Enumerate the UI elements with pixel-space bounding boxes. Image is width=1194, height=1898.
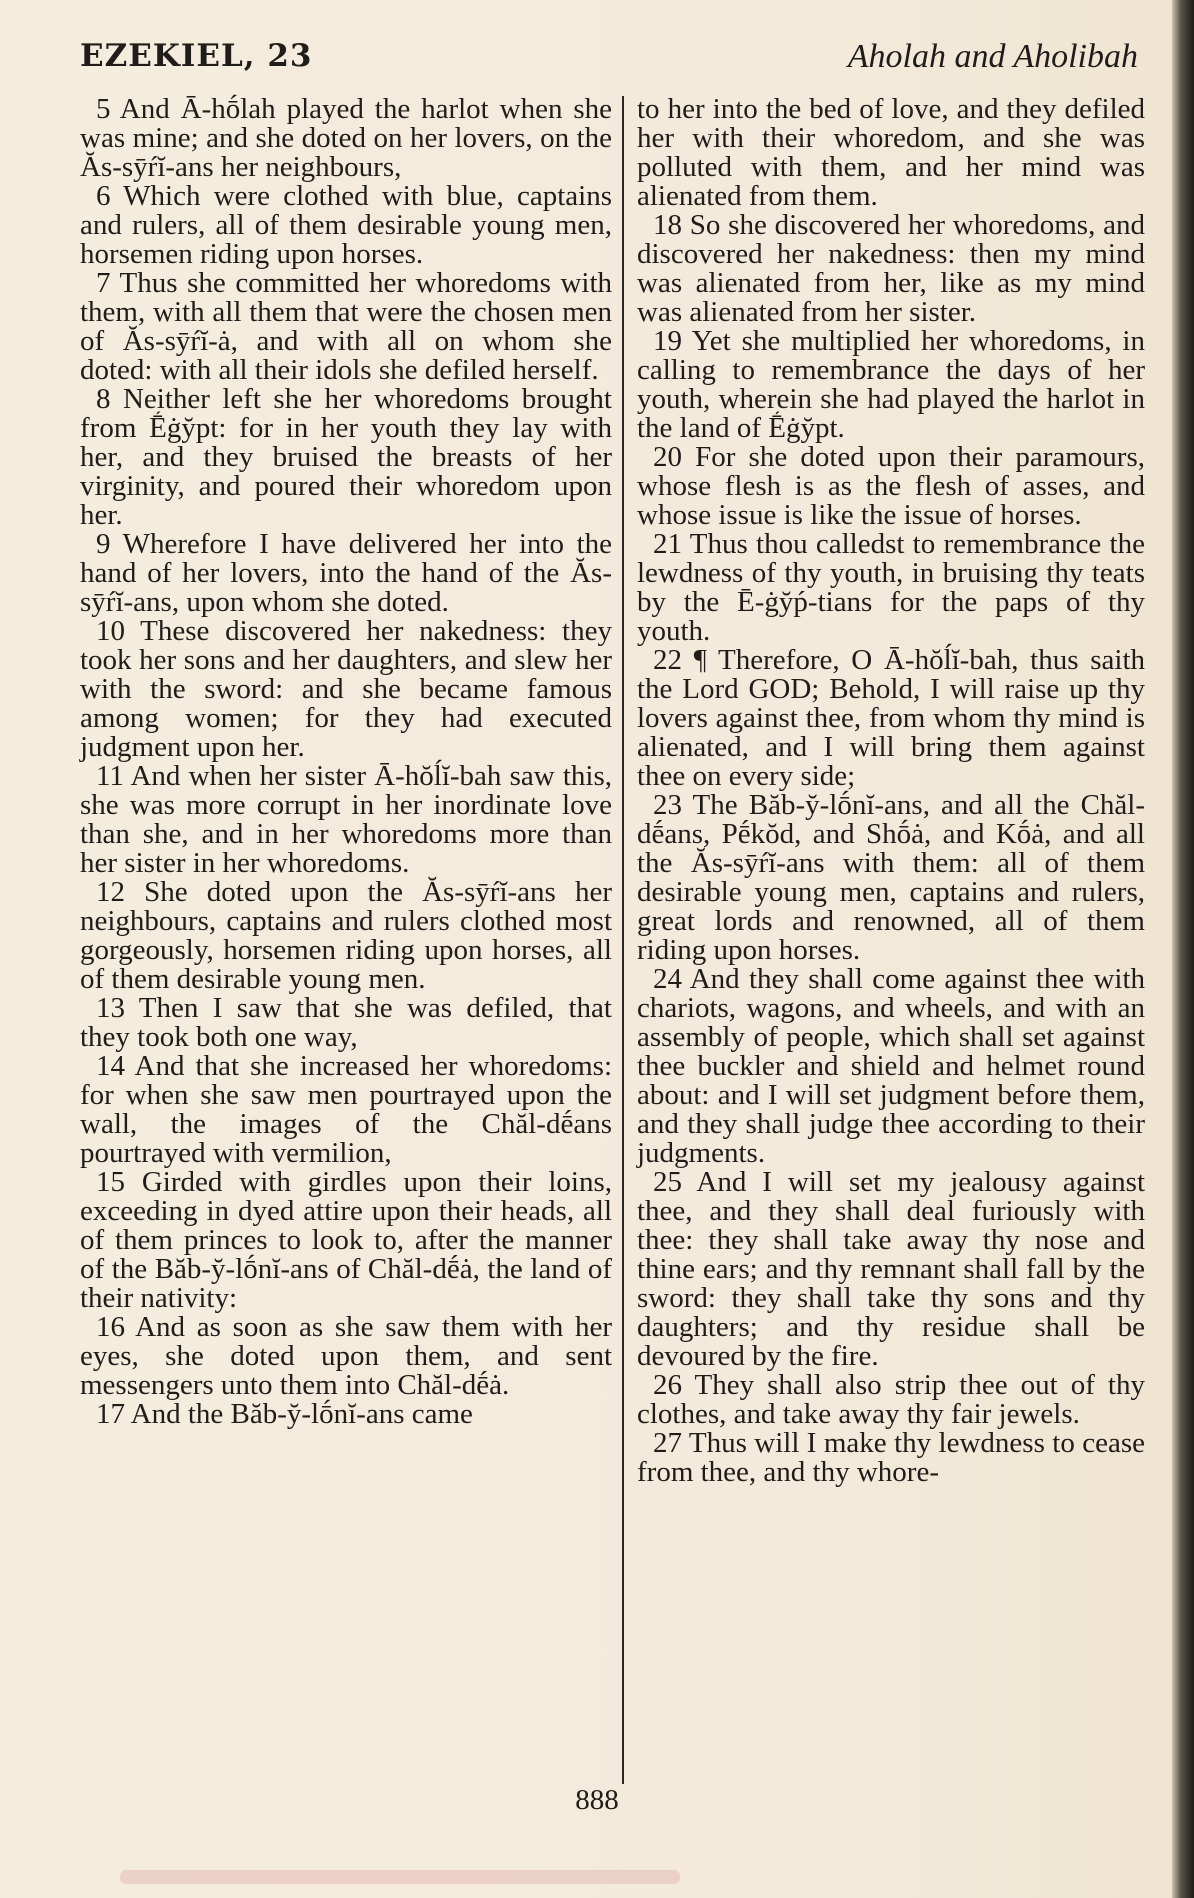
verse: 26 They shall also strip thee out of thy clothes, and take away thy fair jewels.	[637, 1369, 1145, 1430]
page-number: 888	[575, 1784, 619, 1816]
verse: 14 And that she increased her whoredoms: for when she saw men pourtrayed upon the wall, the images of the Chăl-dḗans pourtrayed with vermilion,	[80, 1050, 612, 1169]
verse: 24 And they shall come against thee with chariots, wagons, and wheels, and with an assembly of people, which shall set against thee buckler and shield and helmet round about: and I will set judgment before them, and they shall judge thee according to their judgments.	[637, 963, 1145, 1169]
verse: 16 And as soon as she saw them with her eyes, she doted upon them, and sent messengers unto them into Chăl-dḗȧ.	[80, 1311, 612, 1401]
page-topic-heading: Aholah and Aholibah	[847, 38, 1138, 75]
column-divider	[622, 96, 624, 1784]
verse: 17 And the Băb-y̆-lṓnĭ-ans came	[96, 1398, 473, 1430]
verse: 18 So she discovered her whoredoms, and discovered her nakedness: then my mind was alienated from her, like as my mind was alienated from her sister.	[637, 209, 1145, 328]
verse: 9 Wherefore I have delivered her into the hand of her lovers, into the hand of the Ăs-sȳŕĭ-ans, upon whom she doted.	[80, 528, 612, 618]
verse: 6 Which were clothed with blue, captains and rulers, all of them desirable young men, horsemen riding upon horses.	[80, 180, 612, 270]
verse-continuation: to her into the bed of love, and they defiled her with their whoredom, and she was polluted with them, and her mind was alienated from them.	[637, 93, 1145, 212]
verse: 22 ¶ Therefore, O Ā-hŏĺĭ-bah, thus saith the Lord GOD; Behold, I will raise up thy lovers against thee, from whom thy mind is alienated, and I will bring them against thee on every side;	[637, 644, 1145, 792]
left-column	[80, 95, 612, 1429]
book-spine-shadow	[1172, 0, 1194, 1898]
right-column	[637, 95, 1145, 1487]
verse: 27 Thus will I make thy lewdness to cease from thee, and thy whore-	[637, 1427, 1145, 1488]
verse: 15 Girded with girdles upon their loins, exceeding in dyed attire upon their heads, all of them princes to look to, after the manner of the Băb-y̆-lṓnĭ-ans of Chăl-dḗȧ, the land of their nativity:	[80, 1166, 612, 1314]
verse: 23 The Băb-y̆-lṓnĭ-ans, and all the Chăl-dḗans, Pḗkŏd, and Shṓȧ, and Kṓȧ, and all the Ăs-sȳŕĭ-ans with them: all of them desirable young men, captains and rulers, great lords and renowned, all of them riding upon horses.	[637, 789, 1145, 966]
verse: 8 Neither left she her whoredoms brought from Ḗġy̆pt: for in her youth they lay with her, and they bruised the breasts of her virginity, and poured their whoredom upon her.	[80, 383, 612, 531]
verse: 10 These discovered her nakedness: they took her sons and her daughters, and slew her with the sword: and she became famous among women; for they had executed judgment upon her.	[80, 615, 612, 763]
verse: 21 Thus thou calledst to remembrance the lewdness of thy youth, in bruising thy teats by the Ē-ġy̆ṕ-tians for the paps of thy youth.	[637, 528, 1145, 647]
verse: 11 And when her sister Ā-hŏĺĭ-bah saw this, she was more corrupt in her inordinate love than she, and in her whoredoms more than her sister in her whoredoms.	[80, 760, 612, 879]
verse: 12 She doted upon the Ăs-sȳŕĭ-ans her neighbours, captains and rulers clothed most gorgeously, horsemen riding upon horses, all of them desirable young men.	[80, 876, 612, 995]
page-stain	[120, 1870, 680, 1884]
verse: 13 Then I saw that she was defiled, that they took both one way,	[80, 992, 612, 1053]
book-chapter-heading: EZEKIEL, 23	[80, 38, 313, 74]
verse: 19 Yet she multiplied her whoredoms, in calling to remembrance the days of her youth, wherein she had played the harlot in the land of Ḗġy̆pt.	[637, 325, 1145, 444]
verse: 5 And Ā-hṓlah played the harlot when she was mine; and she doted on her lovers, on the Ăs-sȳŕĭ-ans her neighbours,	[80, 93, 612, 183]
verse: 20 For she doted upon their paramours, whose flesh is as the flesh of asses, and whose issue is like the issue of horses.	[637, 441, 1145, 531]
verse: 7 Thus she committed her whoredoms with them, with all them that were the chosen men of Ăs-sȳŕĭ-ȧ, and with all on whom she doted: with all their idols she defiled herself.	[80, 267, 612, 386]
verse: 25 And I will set my jealousy against thee, and they shall deal furiously with thee: they shall take away thy nose and thine ears; and thy remnant shall fall by the sword: they shall take thy sons and thy daughters; and thy residue shall be devoured by the fire.	[637, 1166, 1145, 1372]
